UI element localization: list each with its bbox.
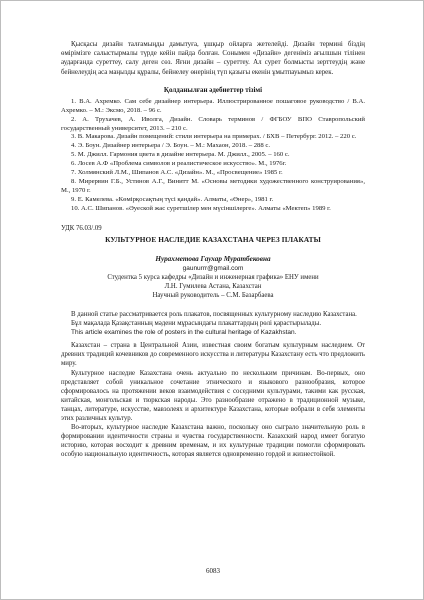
- reference-item: 1. В.А. Ахремко. Сам себе дизайнер интерьера. Иллюстрированное пошаговое руководство / В.А. Ахремко. – М.: Эксмо, 2018. – 96 с.: [61, 97, 365, 114]
- reference-item: 8. Миреpвин Г.Б., Устинов А.Г., Винитт М. «Основы методики художественного конструирования», М., 1970 г.: [61, 177, 365, 194]
- references-heading: Қолданылған әдебиеттер тізімі: [163, 85, 263, 94]
- body-paragraph: Во-вторых, культурное наследие Казахстана важно, поскольку оно сыграло значительную роль в формировании идентичности страны и чувства государственности. Казахский народ имеет богатую историю, которая восходит к древним временам, и их культурные традиции помогли сформировать особую национальную идентичность, которая является одновременно гордой и жизнестойкой.: [61, 424, 365, 459]
- abstract-en: This article examines the role of posters in the cultural heritage of Kazakhstan.: [71, 329, 297, 337]
- author-name: Нурахметова Гаухар Муратбековна: [155, 254, 271, 263]
- abstract-kz: Бұл мақалада Қазақстанның мәдени мұрасындағы плакаттардың рөлі қарастырылады.: [71, 320, 322, 328]
- reference-item: 3. В. Макарова. Дизайн помещений: стили интерьера на примерах. / БХВ – Петербург. 2012. – 220 с.: [71, 133, 357, 141]
- page-content: [61, 40, 365, 459]
- body-paragraph: Культурное наследие Казахстана очень актуально по нескольким причинам. Во-первых, оно представляет собой уникальное сочетание этнического и языкового разнообразия, которое сформировалось на протяжении веков взаимодействия с соседними культурами, такими как русская, китайская, монгольская и тюркская народы. Это разнообразие отражено в традиционной музыке, танцах, литературе, искусстве, мавзолеях и архитектуре Казахстана, которые вобрали в себя элементы этих различных культур.: [61, 369, 365, 422]
- article-title: КУЛЬТУРНОЕ НАСЛЕДИЕ КАЗАХСТАНА ЧЕРЕЗ ПЛАКАТЫ: [105, 234, 321, 244]
- abstract-ru: В данной статье рассматривается роль плакатов, посвященных культурному наследию Казахстана.: [71, 310, 357, 318]
- abstract-block: [61, 310, 365, 337]
- author-email-line: [61, 264, 365, 273]
- reference-item: 5. М. Джилл. Гармония цвета в дизайне интерьера. М. Джилл., 2005. – 160 с.: [71, 151, 290, 159]
- reference-item: 2. А. Трухачев, А. Иволга, Дизайн. Словарь терминов / ФГБОУ ВПО Ставропольский государственный университет, 2013. – 210 с.: [61, 115, 365, 132]
- reference-item: 9. Е. Камелева. «Көмірқосақтың түсі қандай». Алматы, «Өнер», 1981 г.: [71, 195, 274, 203]
- udk-code: УДК 76.03/.09: [61, 224, 102, 232]
- affiliation-line-2: Л.Н. Гумилева Астана, Казахстан: [164, 282, 262, 290]
- reference-item: 6. Лосев А.Ф «Проблема символов и реалистическое искусство». М., 1976г.: [71, 160, 287, 168]
- affiliation-line-1: Студентка 5 курса кафедры «Дизайн и инженерная графика» ЕНУ имени: [107, 273, 319, 281]
- intro-paragraph: Қысқасы дизайн талғамыңды дамытуға, ұшқыр ойларға жетелейді. Дизайн термині біздің өмірімізге салыстырмалы түрде кейін пайда болған. Сонымен «Дизайн» дегеніміз ағылшын тілінен аударғанда суреттеу, салу деген сөз. Яғни дизайн – суреттеу. Ал сурет болмысты зерттеудің және бейнелеудің аса маңызды құралы, бейнелеу өнерінің түп қазығы екенін ұмытпауымыз керек.: [61, 41, 365, 76]
- references-list: [61, 98, 365, 214]
- page-number: 6083: [206, 567, 220, 575]
- author-email[interactable]: gaunurrr@gmail.com: [182, 264, 244, 272]
- article-body: [61, 341, 365, 459]
- body-paragraph: Казахстан – страна в Центральной Азии, известная своим богатым культурным наследием. От древних традиций кочевников до современного искусства и литературы Казахстану есть что предложить миру.: [61, 342, 365, 368]
- reference-item: 4. Э. Боун. Дизайнер интерьера / Э. Боун. – М.: Махаон, 2018. – 288 с.: [71, 142, 271, 150]
- reference-item: 10. А.С. Шипанов. «Әуеской жас суретшілер мен мүсіншілерге». Алматы «Мектеп» 1989 г.: [71, 204, 331, 212]
- supervisor-line: Научный руководитель – С.М. Базарбаева: [152, 291, 274, 299]
- reference-item: 7. Холмянский Л.М., Шипанов А.С. «Дизайн». М., «Просвещение» 1985 г.: [71, 169, 283, 177]
